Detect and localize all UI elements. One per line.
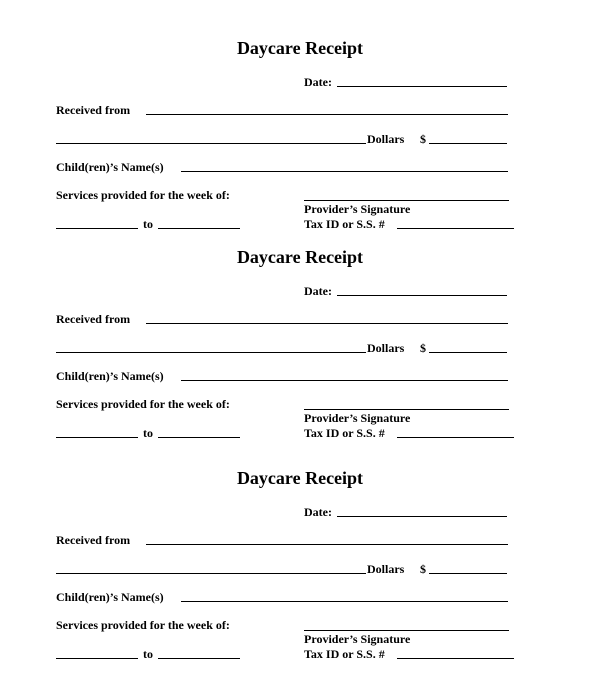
provider-signature-field[interactable]: [304, 630, 509, 631]
date-label: Date:: [304, 284, 332, 298]
dollar-sign-label: $: [420, 132, 426, 146]
provider-signature-label: Provider’s Signature: [304, 202, 411, 216]
children-names-field[interactable]: [181, 601, 508, 602]
tax-id-label: Tax ID or S.S. #: [304, 647, 385, 661]
dollars-amount-field[interactable]: [429, 573, 507, 574]
received-from-label: Received from: [56, 312, 131, 326]
children-names-field[interactable]: [181, 380, 508, 381]
dollars-amount-field[interactable]: [429, 352, 507, 353]
children-names-label: Child(ren)’s Name(s): [56, 590, 164, 604]
dollars-amount-field[interactable]: [429, 143, 507, 144]
provider-signature-label: Provider’s Signature: [304, 632, 411, 646]
provider-signature-field[interactable]: [304, 409, 509, 410]
children-names-label: Child(ren)’s Name(s): [56, 369, 164, 383]
receipt-title: Daycare Receipt: [236, 38, 364, 58]
dollars-label: Dollars: [367, 132, 405, 146]
services-week-label: Services provided for the week of:: [56, 188, 230, 202]
week-start-field[interactable]: [56, 658, 138, 659]
provider-signature-field[interactable]: [304, 200, 509, 201]
receipt-2: [0, 209, 600, 440]
received-from-field[interactable]: [146, 323, 508, 324]
children-names-label: Child(ren)’s Name(s): [56, 160, 164, 174]
services-week-label: Services provided for the week of:: [56, 618, 230, 632]
received-from-label: Received from: [56, 103, 131, 117]
to-label: to: [143, 217, 153, 231]
dollars-amount-words-field[interactable]: [56, 352, 366, 353]
dollars-label: Dollars: [367, 562, 405, 576]
receipt-title: Daycare Receipt: [236, 468, 364, 488]
dollar-sign-label: $: [420, 562, 426, 576]
received-from-field[interactable]: [146, 544, 508, 545]
date-field[interactable]: [337, 295, 507, 296]
week-end-field[interactable]: [158, 658, 240, 659]
dollar-sign-label: $: [420, 341, 426, 355]
dollars-label: Dollars: [367, 341, 405, 355]
tax-id-label: Tax ID or S.S. #: [304, 426, 385, 440]
receipt-3: [0, 430, 600, 661]
receipt-title: Daycare Receipt: [236, 247, 364, 267]
receipt-1: [0, 0, 600, 231]
tax-id-label: Tax ID or S.S. #: [304, 217, 385, 231]
date-field[interactable]: [337, 516, 507, 517]
children-names-field[interactable]: [181, 171, 508, 172]
dollars-amount-words-field[interactable]: [56, 573, 366, 574]
to-label: to: [143, 647, 153, 661]
date-label: Date:: [304, 505, 332, 519]
received-from-field[interactable]: [146, 114, 508, 115]
to-label: to: [143, 426, 153, 440]
dollars-amount-words-field[interactable]: [56, 143, 366, 144]
date-field[interactable]: [337, 86, 507, 87]
tax-id-field[interactable]: [397, 658, 514, 659]
received-from-label: Received from: [56, 533, 131, 547]
date-label: Date:: [304, 75, 332, 89]
services-week-label: Services provided for the week of:: [56, 397, 230, 411]
provider-signature-label: Provider’s Signature: [304, 411, 411, 425]
